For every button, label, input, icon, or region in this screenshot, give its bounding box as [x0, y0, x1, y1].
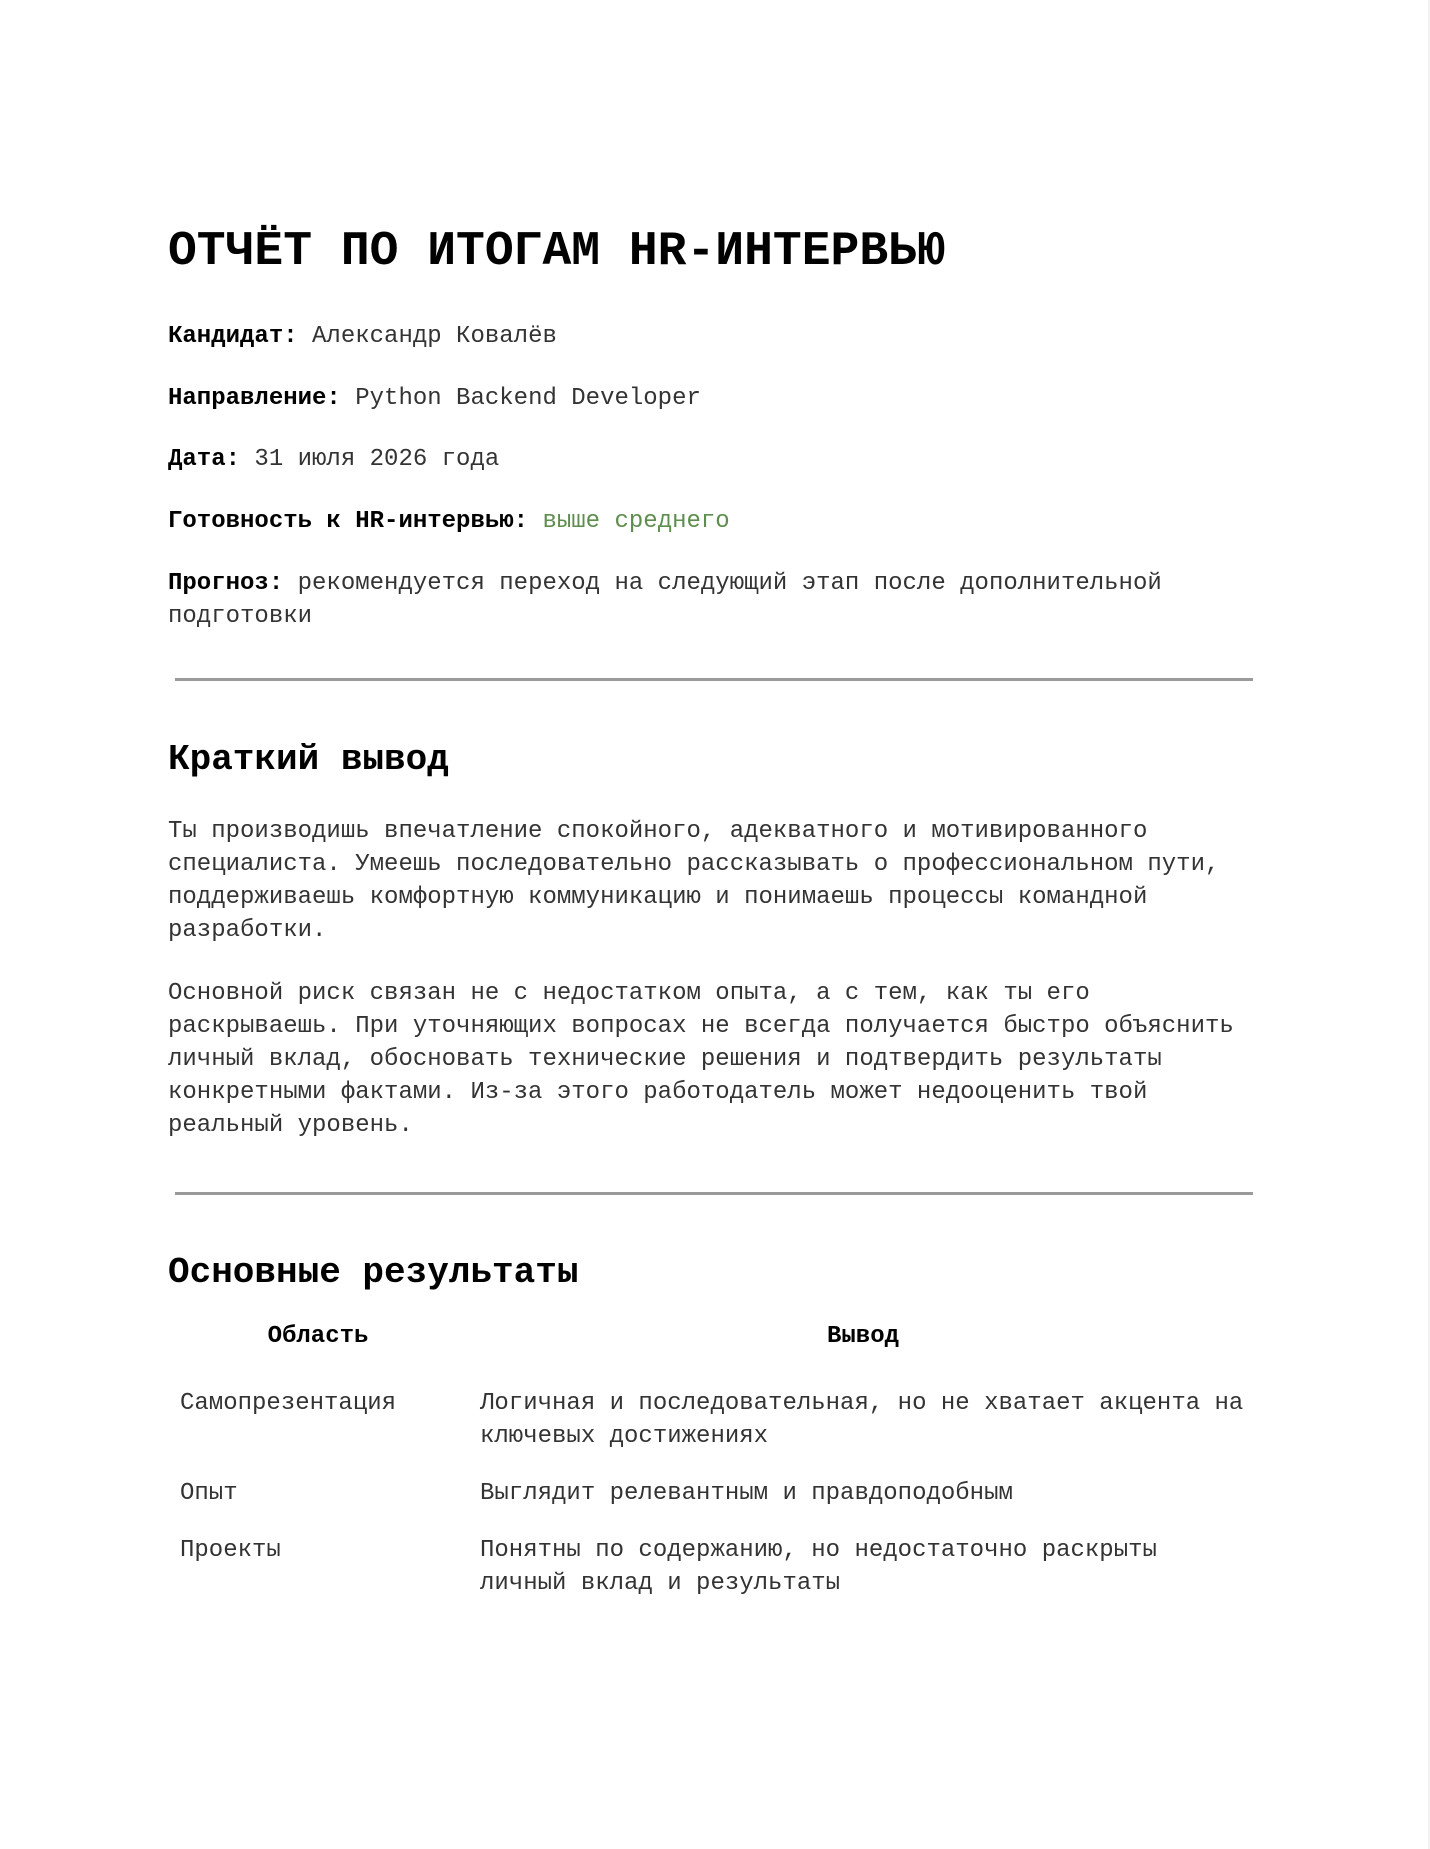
- table-row: [168, 1375, 1258, 1465]
- date-line: [168, 443, 1258, 476]
- column-header-conclusion: Вывод: [826, 1323, 899, 1350]
- table-row: [168, 1465, 1258, 1522]
- area-cell: Опыт: [180, 1480, 238, 1507]
- results-heading: Основные результаты: [168, 1252, 579, 1293]
- date-value: 31 июля 2026 года: [254, 446, 500, 473]
- conclusion-cell: Понятны по содержанию, но недостаточно раскрыты личный вклад и результаты: [480, 1537, 1157, 1597]
- readiness-label: Готовность к HR-интервью:: [168, 508, 529, 535]
- area-cell: Проекты: [180, 1537, 281, 1564]
- conclusion-cell: Выглядит релевантным и правдоподобным: [480, 1480, 1013, 1507]
- column-header-area: Область: [267, 1323, 369, 1350]
- area-cell: Самопрезентация: [180, 1390, 397, 1417]
- summary-paragraph: Основной риск связан не с недостатком опыта, а с тем, как ты его раскрываешь. При уточняющих вопросах не всегда получается быстро объяснить личный вклад, обосновать технические решения и подтвердить результаты конкретными фактами. Из-за этого работодатель может недооценить твой реальный уровень.: [168, 980, 1234, 1139]
- forecast-label: Прогноз:: [168, 570, 284, 597]
- results-table: [168, 1310, 1258, 1612]
- table-row: [168, 1522, 1258, 1612]
- direction-line: [168, 382, 1258, 415]
- candidate-label: Кандидат:: [168, 323, 298, 350]
- divider: [175, 1192, 1253, 1195]
- direction-label: Направление:: [168, 385, 341, 412]
- conclusion-cell: Логичная и последовательная, но не хватает акцента на ключевых достижениях: [480, 1390, 1244, 1450]
- direction-value: Python Backend Developer: [355, 385, 701, 412]
- forecast-line: [168, 567, 1258, 633]
- readiness-line: [168, 505, 1258, 538]
- readiness-value: выше среднего: [542, 508, 730, 535]
- date-label: Дата:: [168, 446, 241, 473]
- summary-heading: Краткий вывод: [168, 739, 449, 780]
- candidate-value: Александр Ковалёв: [312, 323, 557, 350]
- candidate-line: [168, 320, 1258, 353]
- summary-paragraph: Ты производишь впечатление спокойного, адекватного и мотивированного специалиста. Умеешь последовательно рассказывать о профессиональном пути, поддерживаешь комфортную коммуникацию и понимаешь процессы командной разработки.: [168, 818, 1220, 944]
- divider: [175, 678, 1253, 681]
- forecast-value: рекомендуется переход на следующий этап после дополнительной подготовки: [168, 570, 1162, 630]
- report-title: ОТЧЁТ ПО ИТОГАМ HR-ИНТЕРВЬЮ: [168, 225, 946, 279]
- table-header-row: [168, 1310, 1258, 1375]
